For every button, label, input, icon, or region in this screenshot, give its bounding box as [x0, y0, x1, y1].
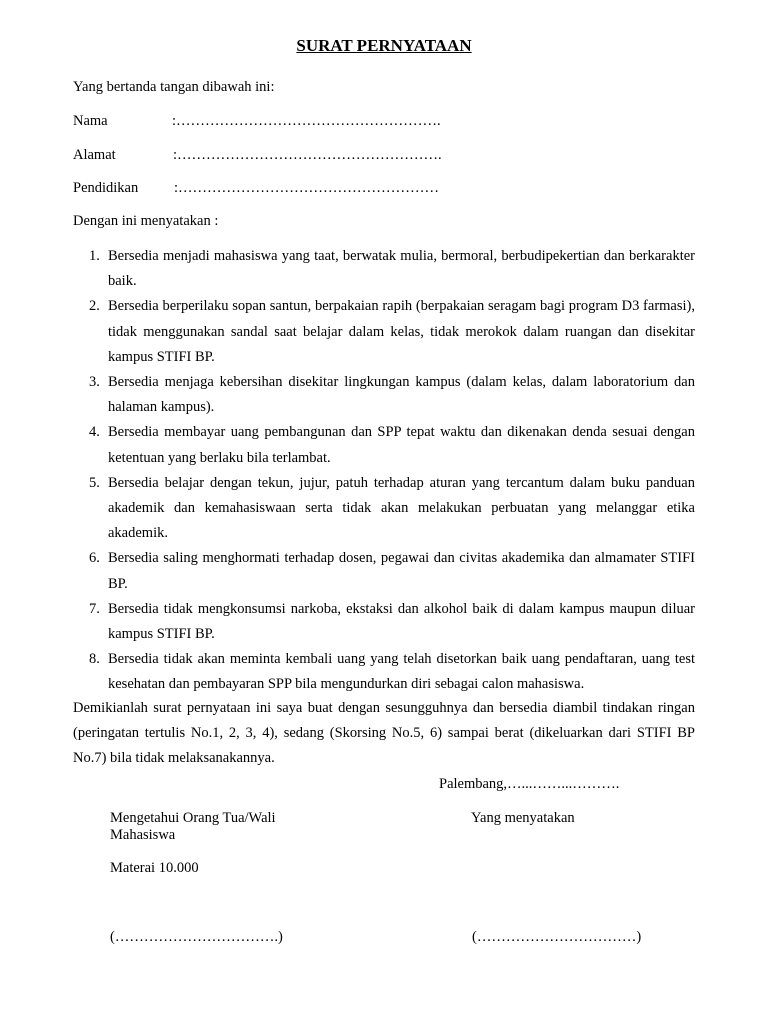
- place-date: Palembang,…...……...……….: [439, 776, 620, 792]
- field-value-pendidikan: :………………………………………………: [174, 180, 440, 196]
- field-value-alamat: :……………………………………………….: [173, 147, 442, 163]
- document-title: SURAT PERNYATAAN: [296, 36, 472, 55]
- list-item: 1. Bersedia menjadi mahasiswa yang taat, berwatak mulia, bermoral, berbudipekertian dan berkarakter baik.: [89, 248, 695, 290]
- statement-list: [73, 244, 695, 698]
- list-item: 4. Bersedia membayar uang pembangunan dan SPP tepat waktu dan dikenakan denda sesuai dengan ketentuan yang berlaku bila terlambat.: [89, 424, 695, 466]
- list-item: 3. Bersedia menjaga kebersihan disekitar lingkungan kampus (dalam kelas, dalam laboratorium dan halaman kampus).: [89, 374, 695, 416]
- field-label-pendidikan: Pendidikan: [73, 180, 139, 196]
- left-signature-line: (…………………………….): [110, 929, 283, 945]
- closing-paragraph: Demikianlah surat pernyataan ini saya buat dengan sesungguhnya dan bersedia diambil tindakan ringan (peringatan tertulis No.1, 2, 3, 4), sedang (Skorsing No.5, 6) sampai berat (dikeluarkan dari STIFI BP No.7) bila tidak melaksanakannya.: [73, 700, 695, 767]
- field-label-alamat: Alamat: [73, 147, 116, 163]
- field-label-nama: Nama: [73, 113, 108, 129]
- stamp-duty-label: Materai 10.000: [110, 860, 199, 876]
- list-item: 5. Bersedia belajar dengan tekun, jujur, patuh terhadap aturan yang tercantum dalam buku panduan akademik dan kemahasiswaan serta tidak akan melakukan perbuatan yang melanggar etika akademik.: [89, 474, 695, 542]
- field-value-nama: :……………………………………………….: [172, 113, 441, 129]
- right-signatory-label: Yang menyatakan: [471, 810, 575, 826]
- intro-text: Yang bertanda tangan dibawah ini:: [73, 79, 275, 95]
- statement-intro: Dengan ini menyatakan :: [73, 213, 219, 229]
- right-signature-line: (……………………………): [472, 929, 642, 945]
- left-signatory-subtitle: Mahasiswa: [110, 827, 176, 843]
- list-item: 2. Bersedia berperilaku sopan santun, berpakaian rapih (berpakaian seragam bagi program D3 farmasi), tidak menggunakan sandal saat belajar dalam kelas, tidak merokok dalam ruangan dan disekitar kampus STIFI BP.: [89, 298, 695, 365]
- left-signatory-title: Mengetahui Orang Tua/Wali: [110, 810, 276, 826]
- list-item: 6. Bersedia saling menghormati terhadap dosen, pegawai dan civitas akademika dan almamater STIFI BP.: [89, 550, 695, 592]
- list-item: 8. Bersedia tidak akan meminta kembali uang yang telah disetorkan baik uang pendaftaran, uang test kesehatan dan pembayaran SPP bila mengundurkan diri sebagai calon mahasiswa.: [89, 651, 695, 693]
- list-item: 7. Bersedia tidak mengkonsumsi narkoba, ekstaksi dan alkohol baik di dalam kampus maupun diluar kampus STIFI BP.: [89, 600, 695, 643]
